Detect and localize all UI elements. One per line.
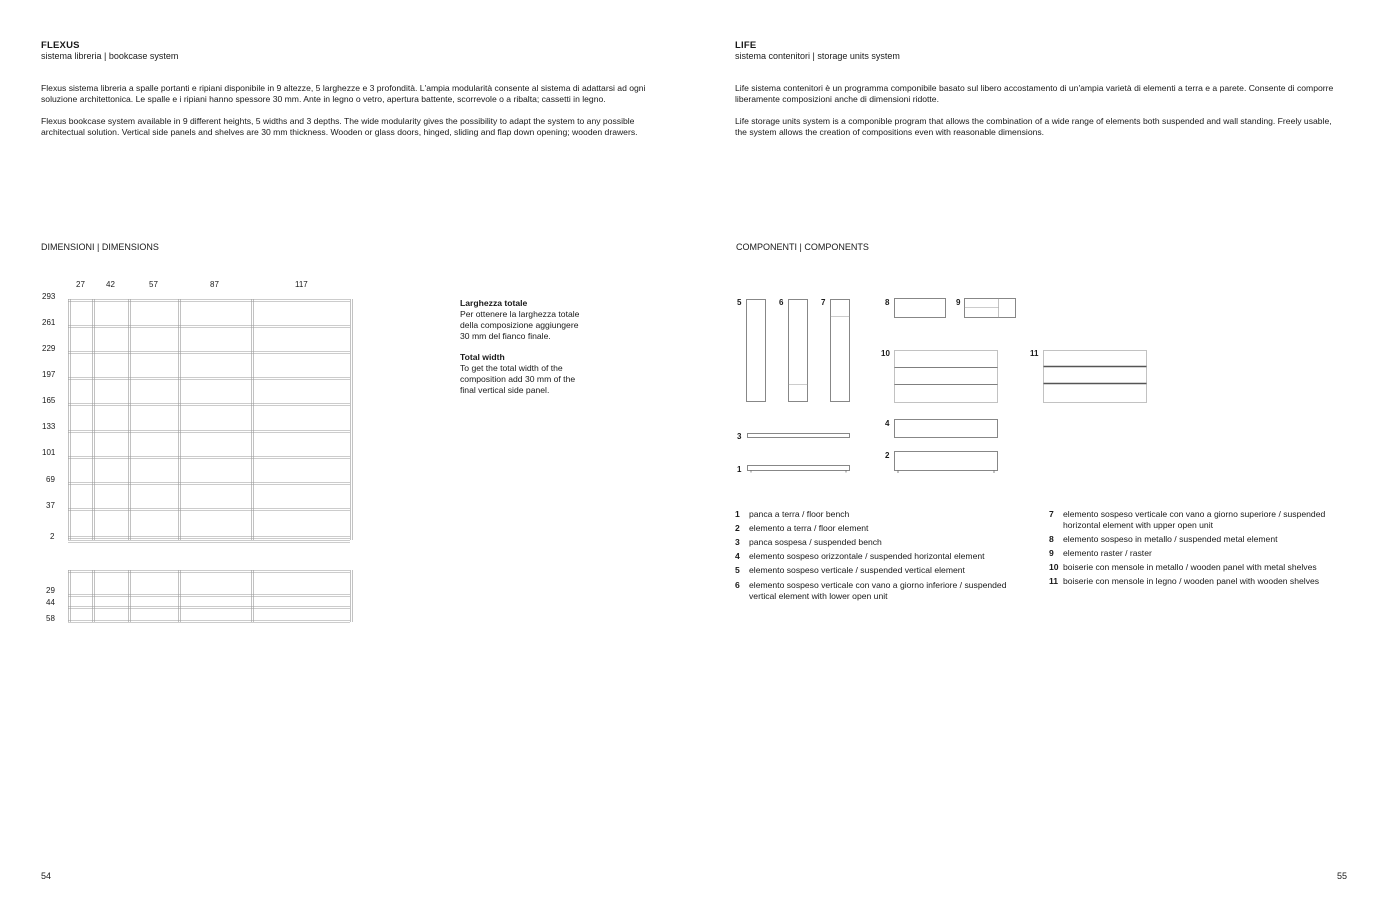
height-label: 37 [46,501,55,510]
component-label: 4 [885,419,890,428]
component-5-vertical-element [747,300,766,402]
height-label: 101 [42,448,56,457]
component-11-panel-wooden-shelves [1044,351,1147,403]
component-2-floor-element [895,452,998,474]
component-8-metal-element [895,299,946,318]
life-subtitle: sistema contenitori | storage units system [735,51,900,61]
depth-label: 58 [46,614,55,623]
flexus-title: FLEXUS [41,40,80,51]
life-title: LIFE [735,40,757,51]
component-label: 3 [737,432,742,441]
component-label: 9 [956,298,961,307]
width-label: 57 [149,280,158,289]
height-label: 293 [42,292,56,301]
dimensions-section-label: DIMENSIONI | DIMENSIONS [41,242,159,252]
total-width-text-it: Per ottenere la larghezza totale della composizione aggiungere 30 mm del fianco finale. [460,309,580,341]
total-width-title-it: Larghezza totale [460,298,528,308]
component-10-panel-metal-shelves [895,351,998,403]
component-label: 7 [821,298,826,307]
component-6-vertical-lower-open [789,300,808,402]
life-paragraph-it: Life sistema contenitori è un programma componibile basato sul libero accostamento di un'ampia varietà di elementi a terra e a parete. Consente di comporre liberamente composizioni anche di dimensioni ridotte. [735,83,1334,104]
width-label: 87 [210,280,219,289]
component-label: 1 [737,465,742,474]
component-label: 10 [881,349,890,358]
life-paragraph-en: Life storage units system is a componible program that allows the combination of a wide range of elements both suspended and wall standing. Freely usable, the system allows the creation of compositions even with reasonable dimensions. [735,116,1332,137]
width-label: 27 [76,280,85,289]
depth-label: 44 [46,598,55,607]
component-4-horizontal-element [895,420,998,438]
width-label: 42 [106,280,115,289]
height-label: 229 [42,344,56,353]
page-number-left: 54 [41,871,52,881]
component-label: 2 [885,451,890,460]
height-label: 133 [42,422,56,431]
height-label: 197 [42,370,56,379]
component-label: 11 [1030,349,1039,358]
component-label: 5 [737,298,742,307]
flexus-subtitle: sistema libreria | bookcase system [41,51,179,61]
component-3-suspended-bench [748,434,850,438]
component-1-floor-bench [748,466,850,473]
width-label: 117 [295,280,308,289]
component-7-vertical-upper-open [831,300,850,402]
component-9-raster [965,299,1016,318]
components-section-label: COMPONENTI | COMPONENTS [736,242,869,252]
height-label: 2 [50,532,55,541]
total-width-title-en: Total width [460,352,505,362]
height-label: 261 [42,318,56,327]
component-label: 8 [885,298,890,307]
component-label: 6 [779,298,784,307]
page-number-right: 55 [1337,871,1348,881]
bookcase-elevation-drawing [60,290,360,630]
height-label: 69 [46,475,55,484]
flexus-paragraph-it: Flexus sistema libreria a spalle portanti e ripiani disponibile in 9 altezze, 5 larghezze e 3 profondità. L'ampia modularità consente al sistema di adattarsi ad ogni soluzione architettonica. Le spalle e i ripiani hanno spessore 30 mm. Ante in legno o vetro, apertura battente, scorrevole o a ribalta; cassetti in legno. [41,83,646,104]
total-width-text-en: To get the total width of the composition add 30 mm of the final vertical side panel. [460,363,576,395]
depth-label: 29 [46,586,55,595]
components-drawing [730,290,1160,480]
height-label: 165 [42,396,56,405]
flexus-paragraph-en: Flexus bookcase system available in 9 different heights, 5 widths and 3 depths. The wide modularity gives the possibility to adapt the system to any possible architectual solution. Vertical side panels and shelves are 30 mm thickness. Wooden or glass doors, hinged, sliding and flap down opening; wooden drawers. [41,116,638,137]
